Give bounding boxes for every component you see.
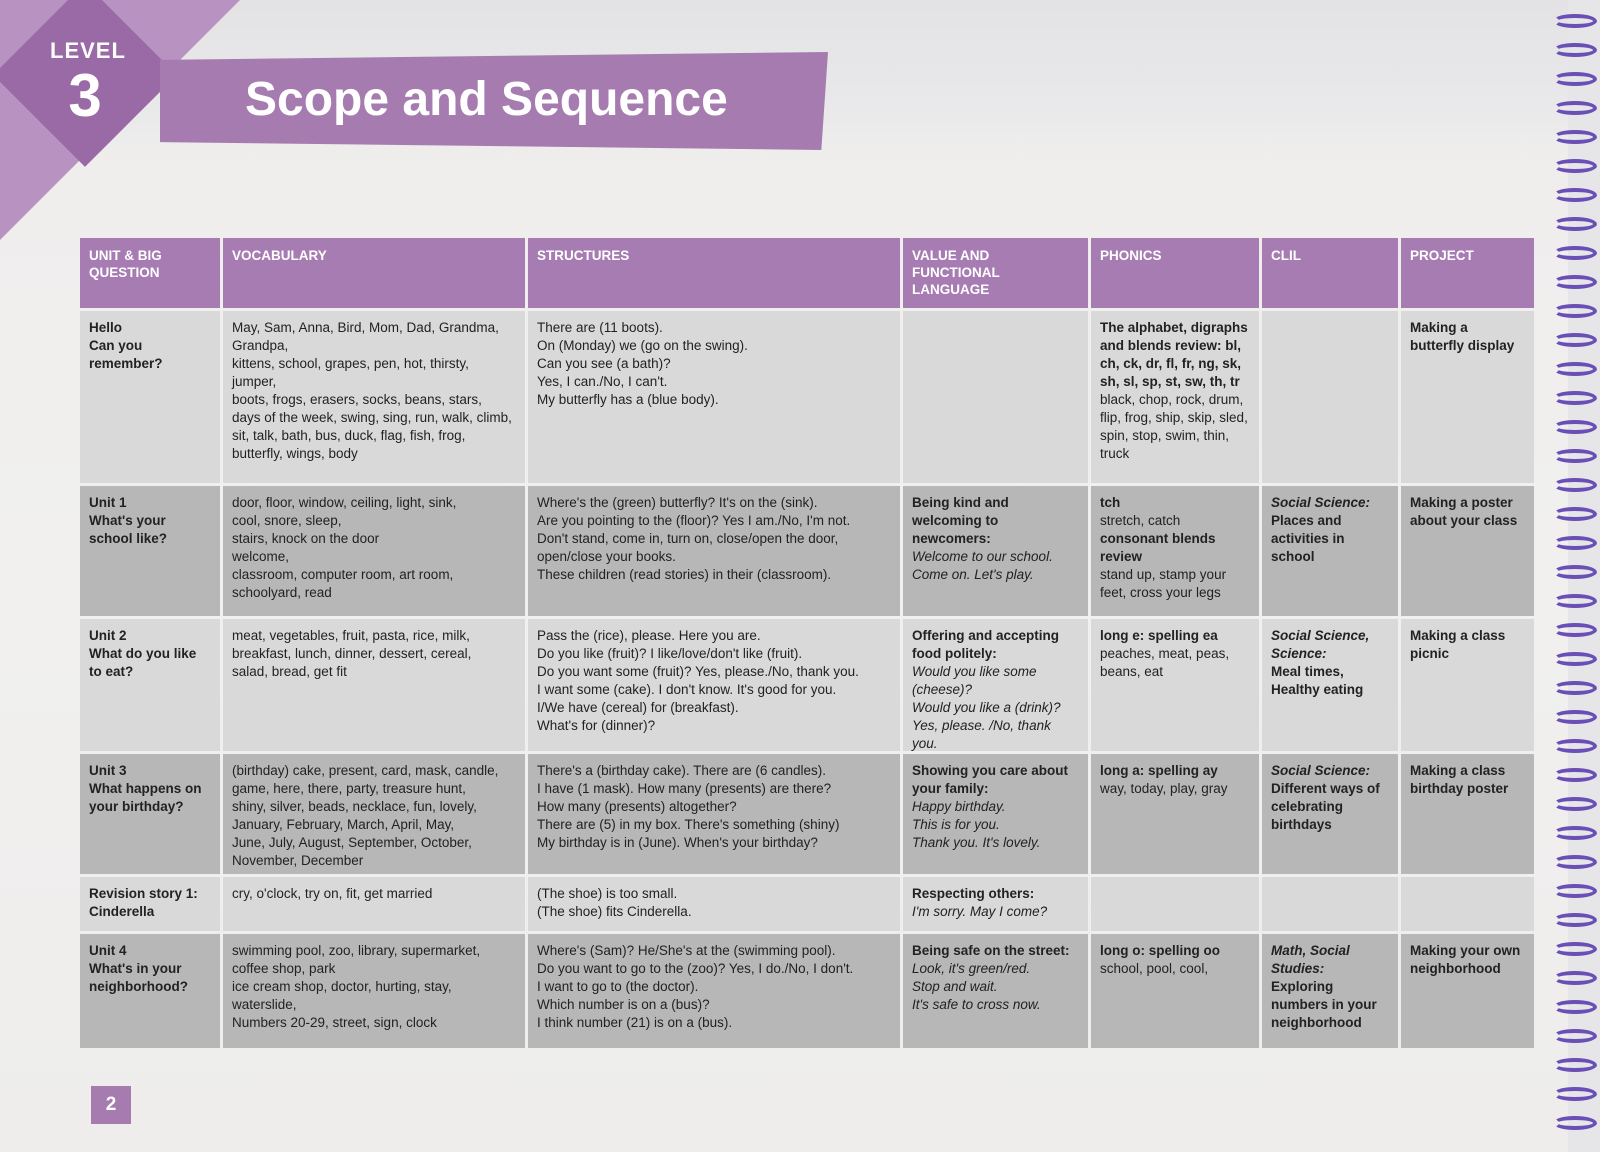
spiral-coil [1553, 710, 1597, 724]
value-cell [903, 311, 1088, 483]
project-cell [1401, 619, 1534, 751]
vocabulary-cell [223, 486, 525, 616]
structures-cell [528, 934, 900, 1048]
phonics-heading: The alphabet, digraphs and blends review: bl, ch, ck, dr, fl, fr, ng, sk, sh, sl, sp, st, sw, th, tr [1100, 320, 1248, 389]
spiral-coil [1553, 1058, 1597, 1072]
clil-topic: Meal times, Healthy eating [1271, 664, 1364, 697]
structure-line: Where's (Sam)? He/She's at the (swimming pool). [537, 943, 836, 958]
spiral-coil [1553, 623, 1597, 637]
value-line: Welcome to our school. [912, 549, 1053, 564]
structures-cell [528, 754, 900, 874]
vocabulary-line: waterslide, [232, 997, 297, 1012]
vocabulary-line: cry, o'clock, try on, fit, get married [232, 886, 433, 901]
spiral-coil [1553, 971, 1597, 985]
value-line: Yes, please. /No, thank you. [912, 718, 1051, 751]
spiral-coil [1553, 826, 1597, 840]
value-line: Stop and wait. [912, 979, 998, 994]
spiral-coil [1553, 768, 1597, 782]
vocabulary-line: days of the week, swing, sing, run, walk, climb, [232, 410, 512, 425]
phonics-cell [1091, 619, 1259, 751]
spiral-coil [1553, 507, 1597, 521]
structure-line: My birthday is in (June). When's your birthday? [537, 835, 818, 850]
column-header: CLIL [1262, 238, 1398, 308]
vocabulary-cell [223, 311, 525, 483]
structure-line: On (Monday) we (go on the swing). [537, 338, 748, 353]
vocabulary-line: swimming pool, zoo, library, supermarket, [232, 943, 481, 958]
phonics-heading: consonant blends review [1100, 531, 1216, 564]
spiral-coil [1553, 1029, 1597, 1043]
big-question: Can you remember? [89, 338, 163, 371]
structure-line: Do you like (fruit)? I like/love/don't like (fruit). [537, 646, 803, 661]
value-line: Would you like a (drink)? [912, 700, 1061, 715]
spiral-coil [1553, 1116, 1597, 1130]
spiral-coil [1553, 478, 1597, 492]
phonics-cell [1091, 311, 1259, 483]
spiral-coil [1553, 72, 1597, 86]
value-cell [903, 934, 1088, 1048]
value-heading: Offering and accepting food politely: [912, 628, 1060, 661]
structure-line: How many (presents) altogether? [537, 799, 737, 814]
column-header: PHONICS [1091, 238, 1259, 308]
page-title: Scope and Sequence [245, 73, 728, 126]
unit-name: Unit 4 [89, 943, 127, 958]
value-line: Happy birthday. [912, 799, 1006, 814]
structure-line: I/We have (cereal) for (breakfast). [537, 700, 739, 715]
column-header: VOCABULARY [223, 238, 525, 308]
phonics-cell [1091, 486, 1259, 616]
phonics-cell [1091, 934, 1259, 1048]
unit-cell [80, 754, 220, 874]
vocabulary-line: classroom, computer room, art room, schoolyard, read [232, 567, 454, 600]
big-question: What do you like to eat? [89, 646, 197, 679]
unit-cell [80, 877, 220, 931]
vocabulary-cell [223, 754, 525, 874]
value-line: Come on. Let's play. [912, 567, 1034, 582]
value-heading: Respecting others: [912, 886, 1035, 901]
spiral-coil [1553, 304, 1597, 318]
phonics-words: black, chop, rock, drum, flip, frog, ship, skip, sled, spin, stop, swim, thin, truck [1100, 392, 1248, 461]
level-number: 3 [68, 62, 102, 129]
unit-name: Revision story 1: [89, 886, 198, 901]
spiral-coil [1553, 188, 1597, 202]
spiral-coil [1553, 101, 1597, 115]
structure-line: I want some (cake). I don't know. It's good for you. [537, 682, 837, 697]
vocabulary-line: May, Sam, Anna, Bird, Mom, Dad, Grandma, Grandpa, [232, 320, 499, 353]
level-label: LEVEL [50, 38, 126, 63]
clil-subject: Math, Social Studies: [1271, 943, 1350, 976]
clil-subject: Social Science: [1271, 495, 1371, 510]
spiral-coil [1553, 391, 1597, 405]
structure-line: Can you see (a bath)? [537, 356, 671, 371]
column-header: STRUCTURES [528, 238, 900, 308]
value-heading: Being kind and welcoming to newcomers: [912, 495, 1009, 546]
spiral-coil [1553, 333, 1597, 347]
phonics-cell [1091, 877, 1259, 931]
clil-cell [1262, 486, 1398, 616]
column-header: VALUE AND FUNCTIONAL LANGUAGE [903, 238, 1088, 308]
spiral-coil [1553, 942, 1597, 956]
project-text: Making a class birthday poster [1410, 763, 1509, 796]
spiral-coil [1553, 1000, 1597, 1014]
vocabulary-line: (birthday) cake, present, card, mask, candle, [232, 763, 499, 778]
spiral-coil [1553, 1087, 1597, 1101]
unit-cell [80, 486, 220, 616]
phonics-heading: long a: spelling ay [1100, 763, 1218, 778]
structure-line: Which number is on a (bus)? [537, 997, 710, 1012]
structure-line: (The shoe) fits Cinderella. [537, 904, 692, 919]
vocabulary-line: Numbers 20-29, street, sign, clock [232, 1015, 437, 1030]
spiral-coil [1553, 913, 1597, 927]
unit-name: Unit 2 [89, 628, 127, 643]
vocabulary-cell [223, 934, 525, 1048]
vocabulary-line: breakfast, lunch, dinner, dessert, cereal, [232, 646, 472, 661]
spiral-coil [1553, 797, 1597, 811]
phonics-words: stretch, catch [1100, 513, 1181, 528]
vocabulary-line: butterfly, wings, body [232, 446, 358, 461]
big-question: What happens on your birthday? [89, 781, 202, 814]
vocabulary-line: coffee shop, park [232, 961, 336, 976]
spiral-coil [1553, 449, 1597, 463]
clil-subject: Social Science, Science: [1271, 628, 1370, 661]
clil-subject: Social Science: [1271, 763, 1371, 778]
phonics-heading: long e: spelling ea [1100, 628, 1218, 643]
project-text: Making a class picnic [1410, 628, 1506, 661]
clil-topic: Places and activities in school [1271, 513, 1345, 564]
clil-topic: Exploring numbers in your neighborhood [1271, 979, 1377, 1030]
structure-line: (The shoe) is too small. [537, 886, 678, 901]
spiral-coil [1553, 275, 1597, 289]
vocabulary-line: January, February, March, April, May, [232, 817, 455, 832]
value-cell [903, 486, 1088, 616]
vocabulary-line: welcome, [232, 549, 290, 564]
vocabulary-line: shiny, silver, beads, necklace, fun, lovely, [232, 799, 477, 814]
structure-line: There's a (birthday cake). There are (6 candles). [537, 763, 826, 778]
structure-line: Are you pointing to the (floor)? Yes I am./No, I'm not. [537, 513, 851, 528]
clil-cell [1262, 311, 1398, 483]
value-line: It's safe to cross now. [912, 997, 1041, 1012]
spiral-coil [1553, 43, 1597, 57]
structure-line: I have (1 mask). How many (presents) are there? [537, 781, 832, 796]
value-line: I'm sorry. May I come? [912, 904, 1048, 919]
spiral-coil [1553, 14, 1597, 28]
phonics-heading: tch [1100, 495, 1121, 510]
vocabulary-line: ice cream shop, doctor, hurting, stay, [232, 979, 452, 994]
structure-line: Pass the (rice), please. Here you are. [537, 628, 761, 643]
vocabulary-cell [223, 619, 525, 751]
structures-cell [528, 486, 900, 616]
structure-line: These children (read stories) in their (classroom). [537, 567, 832, 582]
unit-name: Hello [89, 320, 123, 335]
structure-line: There are (11 boots). [537, 320, 663, 335]
spiral-coil [1553, 739, 1597, 753]
page-number: 2 [91, 1086, 131, 1124]
vocabulary-line: June, July, August, September, October, [232, 835, 472, 850]
value-cell [903, 619, 1088, 751]
phonics-words: stand up, stamp your feet, cross your legs [1100, 567, 1227, 600]
clil-cell [1262, 754, 1398, 874]
unit-name: Unit 1 [89, 495, 127, 510]
vocabulary-cell [223, 877, 525, 931]
structure-line: There are (5) in my box. There's something (shiny) [537, 817, 840, 832]
structures-cell [528, 619, 900, 751]
structure-line: Where's the (green) butterfly? It's on the (sink). [537, 495, 818, 510]
big-question: What's your school like? [89, 513, 168, 546]
phonics-heading: long o: spelling oo [1100, 943, 1220, 958]
project-text: Making a poster about your class [1410, 495, 1518, 528]
structures-cell [528, 311, 900, 483]
unit-cell [80, 311, 220, 483]
project-cell [1401, 754, 1534, 874]
project-cell [1401, 877, 1534, 931]
project-text: Making your own neighborhood [1410, 943, 1521, 976]
vocabulary-line: meat, vegetables, fruit, pasta, rice, milk, [232, 628, 470, 643]
spiral-coil [1553, 565, 1597, 579]
vocabulary-line: kittens, school, grapes, pen, hot, thirsty, jumper, [232, 356, 469, 389]
vocabulary-line: door, floor, window, ceiling, light, sink, [232, 495, 457, 510]
spiral-coil [1553, 159, 1597, 173]
project-cell [1401, 934, 1534, 1048]
spiral-coil [1553, 855, 1597, 869]
structure-line: I want to go to (the doctor). [537, 979, 699, 994]
column-header: UNIT & BIG QUESTION [80, 238, 220, 308]
project-cell [1401, 311, 1534, 483]
value-line: Thank you. It's lovely. [912, 835, 1041, 850]
vocabulary-line: stairs, knock on the door [232, 531, 380, 546]
structure-line: Yes, I can./No, I can't. [537, 374, 668, 389]
unit-cell [80, 934, 220, 1048]
vocabulary-line: sit, talk, bath, bus, duck, flag, fish, frog, [232, 428, 466, 443]
vocabulary-line: cool, snore, sleep, [232, 513, 342, 528]
spiral-coil [1553, 594, 1597, 608]
structure-line: Do you want to go to the (zoo)? Yes, I do./No, I don't. [537, 961, 854, 976]
phonics-words: way, today, play, gray [1100, 781, 1228, 796]
clil-cell [1262, 934, 1398, 1048]
value-heading: Showing you care about your family: [912, 763, 1069, 796]
value-heading: Being safe on the street: [912, 943, 1070, 958]
column-header: PROJECT [1401, 238, 1534, 308]
value-line: Would you like some (cheese)? [912, 664, 1037, 697]
big-question: What's in your neighborhood? [89, 961, 188, 994]
vocabulary-line: game, here, there, party, treasure hunt, [232, 781, 466, 796]
phonics-words: school, pool, cool, [1100, 961, 1209, 976]
value-cell [903, 877, 1088, 931]
big-question: Cinderella [89, 904, 155, 919]
spiral-coil [1553, 884, 1597, 898]
vocabulary-line: November, December [232, 853, 364, 868]
structure-line: Don't stand, come in, turn on, close/open the door, open/close your books. [537, 531, 839, 564]
spiral-coil [1553, 652, 1597, 666]
structure-line: I think number (21) is on a (bus). [537, 1015, 733, 1030]
unit-name: Unit 3 [89, 763, 127, 778]
spiral-coil [1553, 536, 1597, 550]
structure-line: Do you want some (fruit)? Yes, please./No, thank you. [537, 664, 859, 679]
project-text: Making a butterfly display [1410, 320, 1515, 353]
scope-sequence-table [80, 238, 1521, 1040]
value-cell [903, 754, 1088, 874]
project-cell [1401, 486, 1534, 616]
clil-topic: Different ways of celebrating birthdays [1271, 781, 1380, 832]
unit-cell [80, 619, 220, 751]
value-line: This is for you. [912, 817, 1000, 832]
clil-cell [1262, 619, 1398, 751]
phonics-words: peaches, meat, peas, beans, eat [1100, 646, 1230, 679]
vocabulary-line: boots, frogs, erasers, socks, beans, stars, [232, 392, 482, 407]
spiral-coil [1553, 130, 1597, 144]
clil-cell [1262, 877, 1398, 931]
phonics-cell [1091, 754, 1259, 874]
spiral-coil [1553, 681, 1597, 695]
spiral-coil [1553, 246, 1597, 260]
value-line: Look, it's green/red. [912, 961, 1031, 976]
structures-cell [528, 877, 900, 931]
spiral-coil [1553, 217, 1597, 231]
spiral-coil [1553, 420, 1597, 434]
spiral-coil [1553, 362, 1597, 376]
vocabulary-line: salad, bread, get fit [232, 664, 347, 679]
structure-line: What's for (dinner)? [537, 718, 656, 733]
structure-line: My butterfly has a (blue body). [537, 392, 719, 407]
